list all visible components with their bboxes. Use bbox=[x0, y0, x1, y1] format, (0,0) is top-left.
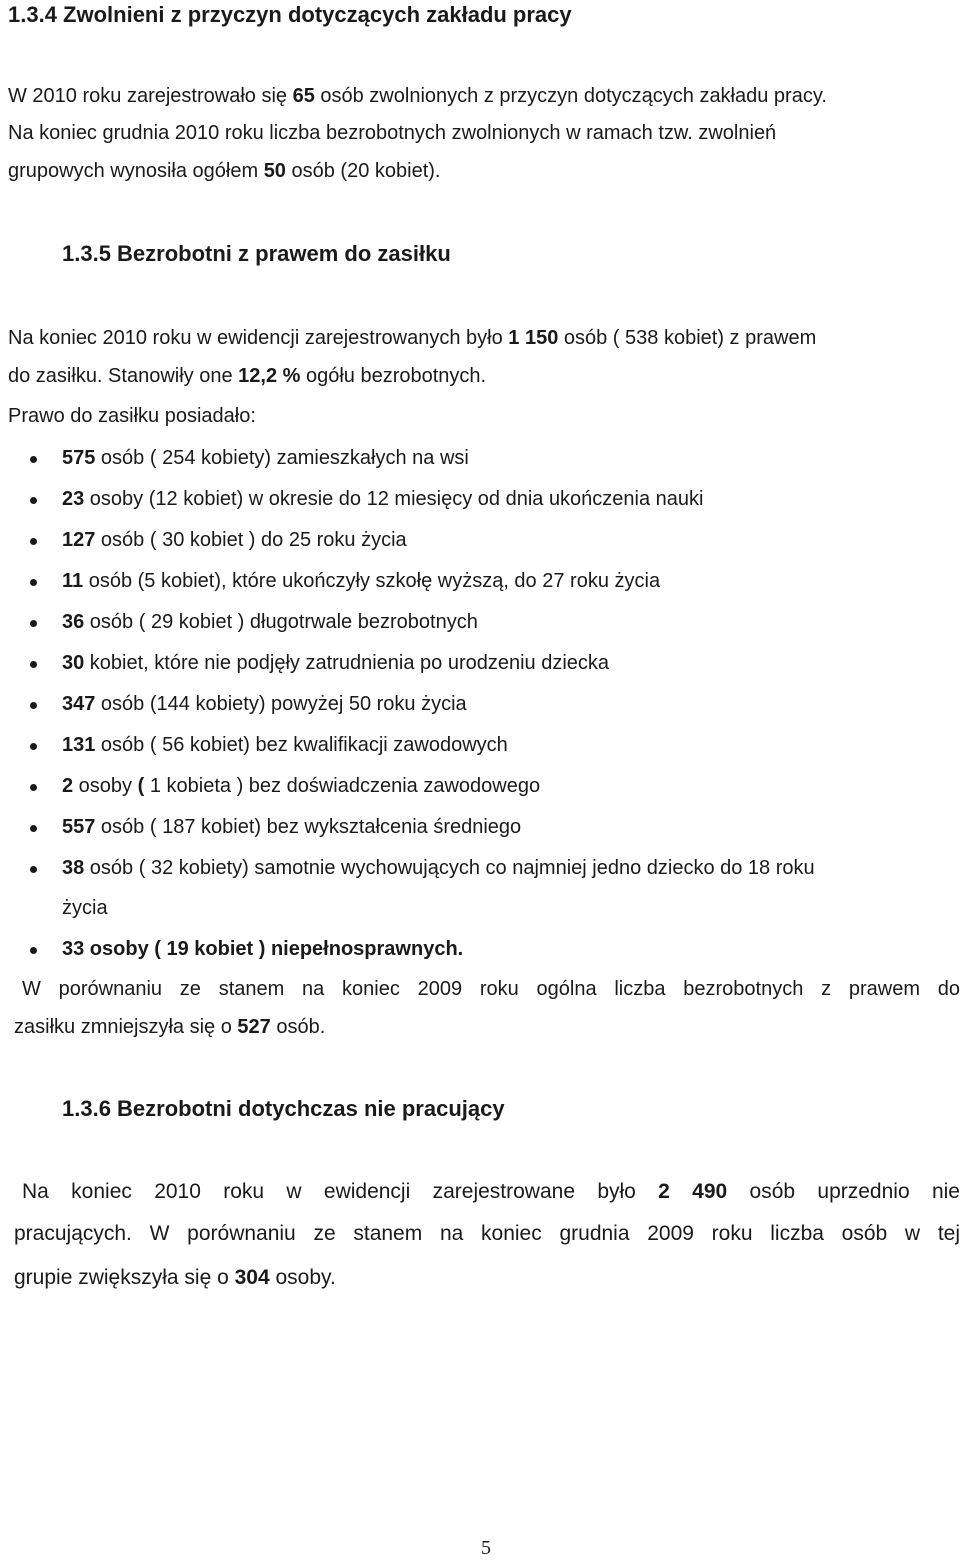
bullet-icon bbox=[30, 579, 37, 586]
paragraph-line: grupowych wynosiła ogółem 50 osób (20 kobiet). bbox=[8, 160, 441, 182]
list-item: 30 kobiet, które nie podjęły zatrudnienia po urodzeniu dziecka bbox=[62, 652, 610, 674]
list-item: 347 osób (144 kobiety) powyżej 50 roku życia bbox=[62, 693, 467, 715]
heading-1-3-6: 1.3.6 Bezrobotni dotychczas nie pracujący bbox=[62, 1096, 505, 1121]
bullet-icon bbox=[30, 620, 37, 627]
list-item: 11 osób (5 kobiet), które ukończyły szkołę wyższą, do 27 roku życia bbox=[62, 570, 661, 592]
list-intro: Prawo do zasiłku posiadało: bbox=[8, 405, 256, 427]
bullet-icon bbox=[30, 702, 37, 709]
bullet-icon bbox=[30, 866, 37, 873]
list-item: 38 osób ( 32 kobiety) samotnie wychowujących co najmniej jedno dziecko do 18 roku bbox=[62, 857, 815, 879]
paragraph-line: do zasiłku. Stanowiły one 12,2 % ogółu bezrobotnych. bbox=[8, 365, 487, 387]
page-number: 5 bbox=[481, 1537, 491, 1559]
paragraph-line: pracujących. W porównaniu ze stanem na koniec grudnia 2009 roku liczba osób w tej bbox=[14, 1222, 960, 1245]
paragraph-line: W 2010 roku zarejestrowało się 65 osób zwolnionych z przyczyn dotyczących zakładu pracy. bbox=[8, 85, 827, 107]
paragraph-line: W porównaniu ze stanem na koniec 2009 roku ogólna liczba bezrobotnych z prawem do bbox=[22, 978, 960, 1000]
paragraph-line: grupie zwiększyła się o 304 osoby. bbox=[14, 1266, 336, 1289]
bullet-icon bbox=[30, 661, 37, 668]
list-item: 23 osoby (12 kobiet) w okresie do 12 miesięcy od dnia ukończenia nauki bbox=[62, 488, 704, 510]
list-item: 127 osób ( 30 kobiet ) do 25 roku życia bbox=[62, 529, 407, 551]
paragraph-line: Na koniec grudnia 2010 roku liczba bezrobotnych zwolnionych w ramach tzw. zwolnień bbox=[8, 122, 777, 144]
bullet-icon bbox=[30, 538, 37, 545]
bullet-icon bbox=[30, 497, 37, 504]
paragraph-line: Na koniec 2010 roku w ewidencji zarejestrowane było 2 490 osób uprzednio nie bbox=[22, 1180, 960, 1203]
bullet-icon bbox=[30, 743, 37, 750]
bullet-icon bbox=[30, 825, 37, 832]
bullet-icon bbox=[30, 947, 37, 954]
bullet-icon bbox=[30, 784, 37, 791]
paragraph-line: Na koniec 2010 roku w ewidencji zarejestrowanych było 1 150 osób ( 538 kobiet) z prawem bbox=[8, 327, 817, 349]
list-item: 557 osób ( 187 kobiet) bez wykształcenia średniego bbox=[62, 816, 522, 838]
heading-1-3-5: 1.3.5 Bezrobotni z prawem do zasiłku bbox=[62, 241, 451, 266]
list-item-continuation: życia bbox=[62, 897, 108, 919]
paragraph-line: zasiłku zmniejszyła się o 527 osób. bbox=[14, 1016, 326, 1038]
list-item: 2 osoby ( 1 kobieta ) bez doświadczenia zawodowego bbox=[62, 775, 541, 797]
list-item: 36 osób ( 29 kobiet ) długotrwale bezrobotnych bbox=[62, 611, 478, 633]
list-item: 33 osoby ( 19 kobiet ) niepełnosprawnych. bbox=[62, 938, 464, 960]
list-item: 575 osób ( 254 kobiety) zamieszkałych na wsi bbox=[62, 447, 469, 469]
heading-1-3-4: 1.3.4 Zwolnieni z przyczyn dotyczących zakładu pracy bbox=[8, 2, 572, 27]
bullet-icon bbox=[30, 456, 37, 463]
list-item: 131 osób ( 56 kobiet) bez kwalifikacji zawodowych bbox=[62, 734, 508, 756]
